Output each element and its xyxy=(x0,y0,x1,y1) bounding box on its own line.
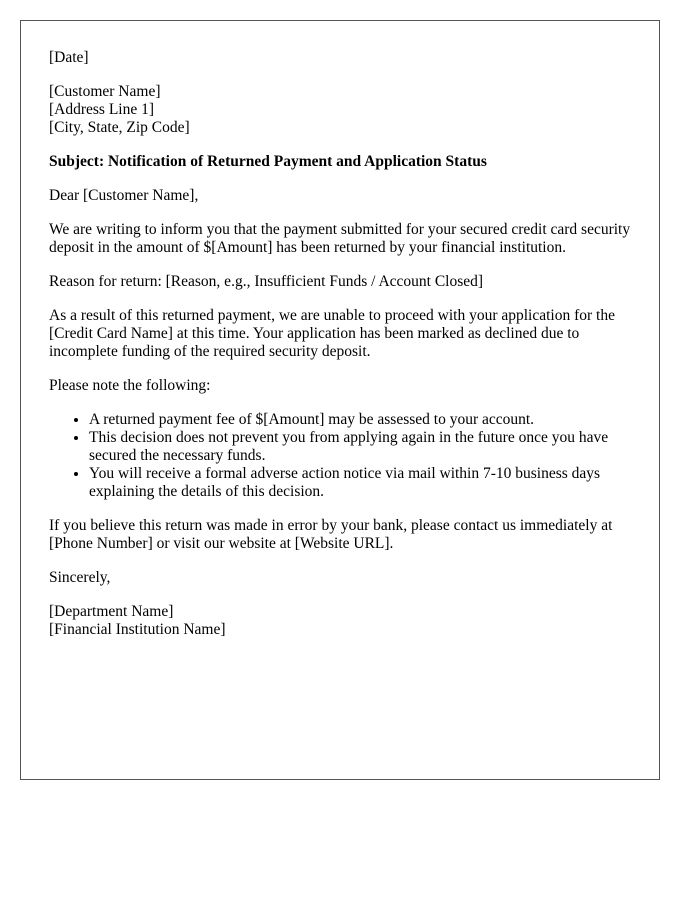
recipient-address-line1: [Address Line 1] xyxy=(49,101,155,118)
signature-institution: [Financial Institution Name] xyxy=(49,621,226,638)
signature-block xyxy=(49,603,631,639)
list-item: • This decision does not prevent you from applying again in the future once you have secured the necessary funds. xyxy=(89,429,631,465)
list-item: • You will receive a formal adverse action notice via mail within 7-10 business days explaining the details of this decision. xyxy=(89,465,631,501)
date-text: [Date] xyxy=(49,49,89,66)
notes-intro: Please note the following: xyxy=(49,377,211,394)
closing: Sincerely, xyxy=(49,569,111,586)
subject-line: Subject: Notification of Returned Payment and Application Status xyxy=(49,153,487,170)
recipient-city-state-zip: [City, State, Zip Code] xyxy=(49,119,190,136)
notes-list xyxy=(49,411,631,501)
salutation: Dear [Customer Name], xyxy=(49,187,199,204)
paragraph-payment-returned: We are writing to inform you that the payment submitted for your secured credit card security deposit in the amount of $[Amount] has been returned by your financial institution. xyxy=(49,221,631,256)
signature-department: [Department Name] xyxy=(49,603,174,620)
paragraph-contact: If you believe this return was made in error by your bank, please contact us immediately at [Phone Number] or visit our website at [Website URL]. xyxy=(49,517,613,552)
recipient-name: [Customer Name] xyxy=(49,83,161,100)
recipient-address xyxy=(49,83,631,137)
letter-date xyxy=(49,49,631,67)
paragraph-application-declined: As a result of this returned payment, we are unable to proceed with your application for the [Credit Card Name] at this time. Your application has been marked as declined due to incomplete funding of the required security deposit. xyxy=(49,307,615,360)
reason-for-return: Reason for return: [Reason, e.g., Insufficient Funds / Account Closed] xyxy=(49,273,484,290)
list-item: • A returned payment fee of $[Amount] may be assessed to your account. xyxy=(89,411,631,429)
letter xyxy=(20,20,660,780)
